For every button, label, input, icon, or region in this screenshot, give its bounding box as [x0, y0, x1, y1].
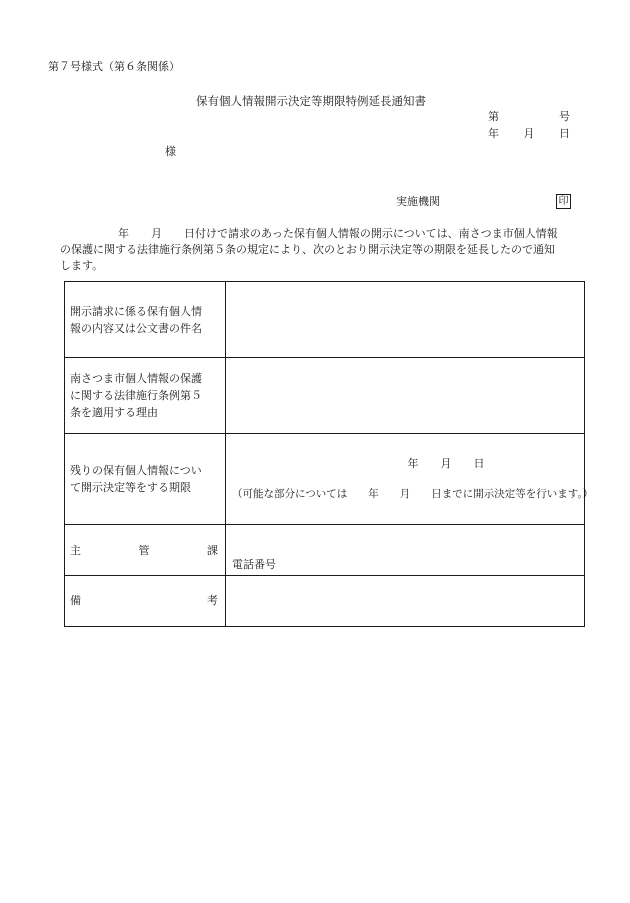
label-line: 報の内容又は公文書の件名 [70, 321, 202, 335]
date-month: 月 [523, 127, 535, 140]
label-line: 開示請求に係る保有個人情 [70, 304, 202, 318]
label-char: 管 [138, 543, 150, 557]
agency-label: 実施機関 [396, 195, 440, 208]
label-char: 主 [70, 543, 81, 557]
field-request-content[interactable] [226, 282, 585, 358]
field-remarks[interactable] [226, 576, 585, 627]
label-line: て開示決定等をする期限 [70, 481, 191, 494]
partial-disclosure-note: （可能な部分については 年 月 日までに開示決定等を行います。） [232, 488, 594, 500]
doc-no-prefix: 第 [488, 110, 499, 123]
document-title: 保有個人情報開示決定等期限特例延長通知書 [196, 94, 426, 108]
label-request-content [65, 282, 226, 358]
notice-form-table [64, 281, 594, 627]
row-reason [65, 358, 585, 434]
label-department-text [70, 542, 220, 559]
label-char: 考 [207, 594, 218, 607]
label-line: 残りの保有個人情報につい [70, 464, 202, 477]
notice-paragraph [60, 226, 590, 274]
label-deadline [65, 434, 226, 525]
label-remarks [65, 576, 226, 627]
label-reason [65, 358, 226, 434]
notice-line-2: の保護に関する法律施行条例第５条の規定により、次のとおり開示決定等の期限を延長したので通知 [60, 243, 555, 256]
field-department[interactable] [226, 525, 585, 576]
label-char: 備 [70, 594, 81, 607]
row-remarks [65, 576, 585, 627]
form-number: 第７号様式（第６条関係） [48, 60, 180, 73]
notice-line-1: 年 月 日付けで請求のあった保有個人情報の開示については、南さつま市個人情報 [118, 227, 558, 240]
label-line: に関する法律施行条例第５ [70, 389, 202, 402]
addressee-suffix: 様 [165, 145, 176, 158]
phone-label: 電話番号 [232, 558, 276, 571]
label-line: 南さつま市個人情報の保護 [70, 372, 202, 385]
row-deadline [65, 434, 585, 525]
field-reason[interactable] [226, 358, 585, 434]
date-day: 日 [559, 127, 570, 140]
label-department [65, 525, 226, 576]
date-year: 年 [488, 127, 499, 140]
row-department [65, 525, 585, 576]
field-deadline[interactable] [226, 434, 594, 525]
document-number [488, 110, 570, 124]
label-line: 条を適用する理由 [70, 406, 158, 419]
notice-line-3: します。 [60, 259, 104, 272]
label-remarks-text [70, 592, 220, 609]
row-request-content [65, 282, 585, 358]
label-char: 課 [207, 543, 218, 557]
doc-no-suffix: 号 [559, 110, 570, 123]
issue-date [488, 127, 570, 141]
deadline-date: 年 月 日 [407, 457, 485, 470]
seal-mark: 印 [556, 194, 571, 209]
